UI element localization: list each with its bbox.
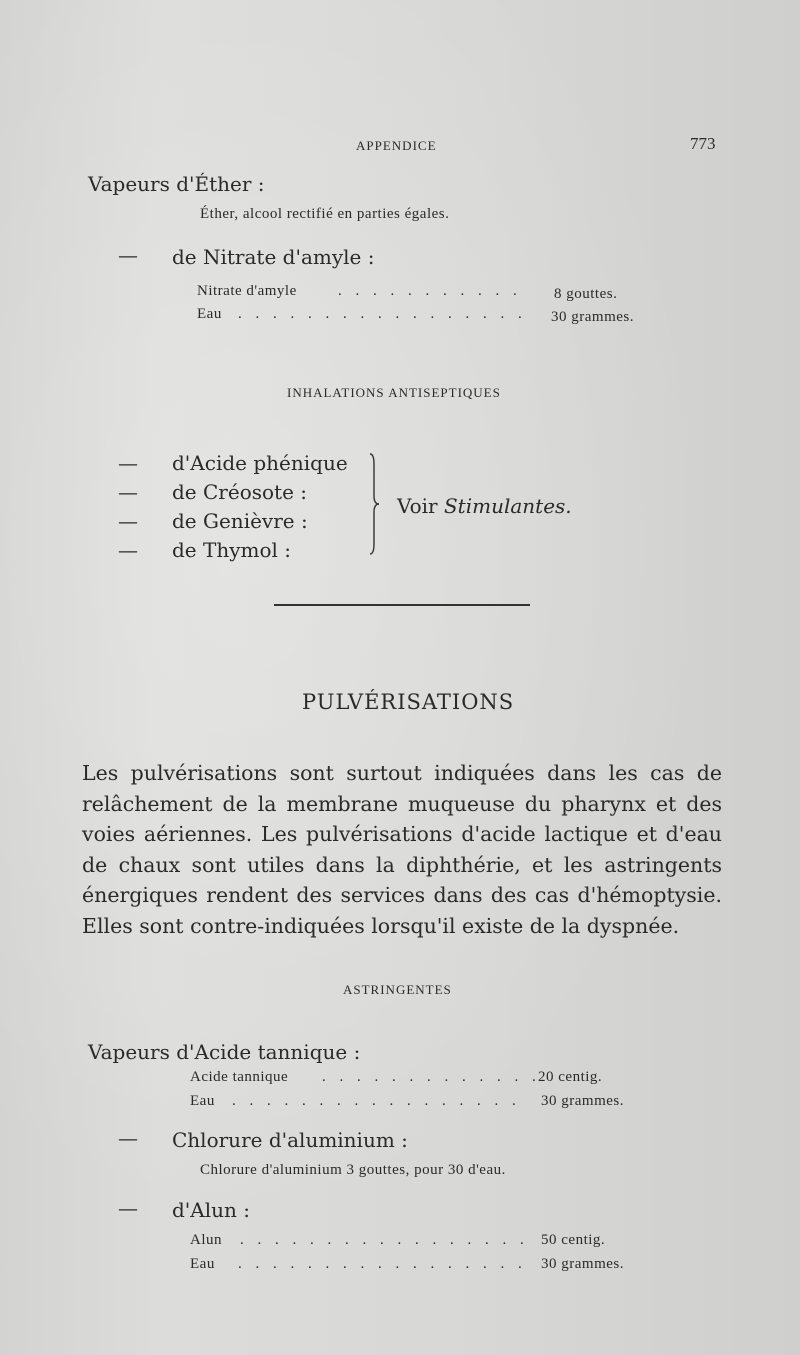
- leader-dots: . . . . . . . . . . . . . . . . .: [240, 1232, 529, 1248]
- ingredient-name: Eau: [190, 1256, 215, 1272]
- alun-title: d'Alun :: [172, 1198, 250, 1222]
- dash: —: [118, 538, 138, 562]
- leader-dots: . . . . . . . . . . . . .: [322, 1069, 541, 1085]
- dash: —: [118, 480, 138, 504]
- reference-prefix: Voir: [397, 494, 438, 518]
- leader-dots: . . . . . . . . . . . . . . . . .: [238, 306, 527, 322]
- ingredient-amount: 8 gouttes.: [554, 286, 618, 302]
- reference-target: Stimulantes.: [443, 494, 572, 518]
- ether-title: Vapeurs d'Éther :: [88, 172, 265, 196]
- ingredient-amount: 20 centig.: [538, 1069, 603, 1085]
- inhalation-item: de Créosote :: [172, 480, 308, 504]
- ingredient-name: Eau: [190, 1093, 215, 1109]
- section-heading: ASTRINGENTES: [343, 982, 452, 997]
- dash: —: [118, 509, 138, 533]
- leader-dots: . . . . . . . . . . .: [338, 283, 522, 299]
- dash: —: [118, 1196, 138, 1220]
- aluminium-title: Chlorure d'aluminium :: [172, 1128, 408, 1152]
- ingredient-amount: 30 grammes.: [541, 1256, 624, 1272]
- ingredient-amount: 30 grammes.: [551, 309, 634, 325]
- leader-dots: . . . . . . . . . . . . . . . . .: [238, 1256, 527, 1272]
- inhalation-item: d'Acide phénique: [172, 451, 348, 475]
- dash: —: [118, 243, 138, 267]
- chapter-title: PULVÉRISATIONS: [302, 690, 515, 714]
- nitrate-title: de Nitrate d'amyle :: [172, 245, 375, 269]
- right-brace: [368, 452, 380, 556]
- section-heading: INHALATIONS ANTISEPTIQUES: [287, 385, 501, 400]
- ingredient-name: Eau: [197, 306, 222, 322]
- running-header: APPENDICE: [356, 138, 437, 153]
- ingredient-name: Alun: [190, 1232, 222, 1248]
- leader-dots: . . . . . . . . . . . . . . . . .: [232, 1093, 521, 1109]
- ingredient-name: Nitrate d'amyle: [197, 283, 297, 299]
- cross-reference: [397, 494, 572, 518]
- dash: —: [118, 451, 138, 475]
- ingredient-name: Acide tannique: [190, 1069, 289, 1085]
- ingredient-amount: 30 grammes.: [541, 1093, 624, 1109]
- dash: —: [118, 1126, 138, 1150]
- inhalation-item: de Thymol :: [172, 538, 292, 562]
- body-paragraph: Les pulvérisations sont surtout indiquées dans les cas de relâchement de la membrane muqueuse du pharynx et des voies aériennes. Les pulvérisations d'acide lactique et d'eau de chaux sont utiles dans la diphthérie, et les astringents énergiques rendent des services dans des cas d'hémoptysie. Elles sont contre-indiquées lorsqu'il existe de la dyspnée.: [82, 761, 722, 938]
- aluminium-recipe: Chlorure d'aluminium 3 gouttes, pour 30 d'eau.: [200, 1162, 506, 1178]
- tannique-title: Vapeurs d'Acide tannique :: [88, 1040, 361, 1064]
- inhalation-item: de Genièvre :: [172, 509, 308, 533]
- page-number: 773: [690, 134, 716, 153]
- section-divider: [274, 604, 530, 606]
- ether-recipe: Éther, alcool rectifié en parties égales.: [200, 206, 450, 222]
- ingredient-amount: 50 centig.: [541, 1232, 606, 1248]
